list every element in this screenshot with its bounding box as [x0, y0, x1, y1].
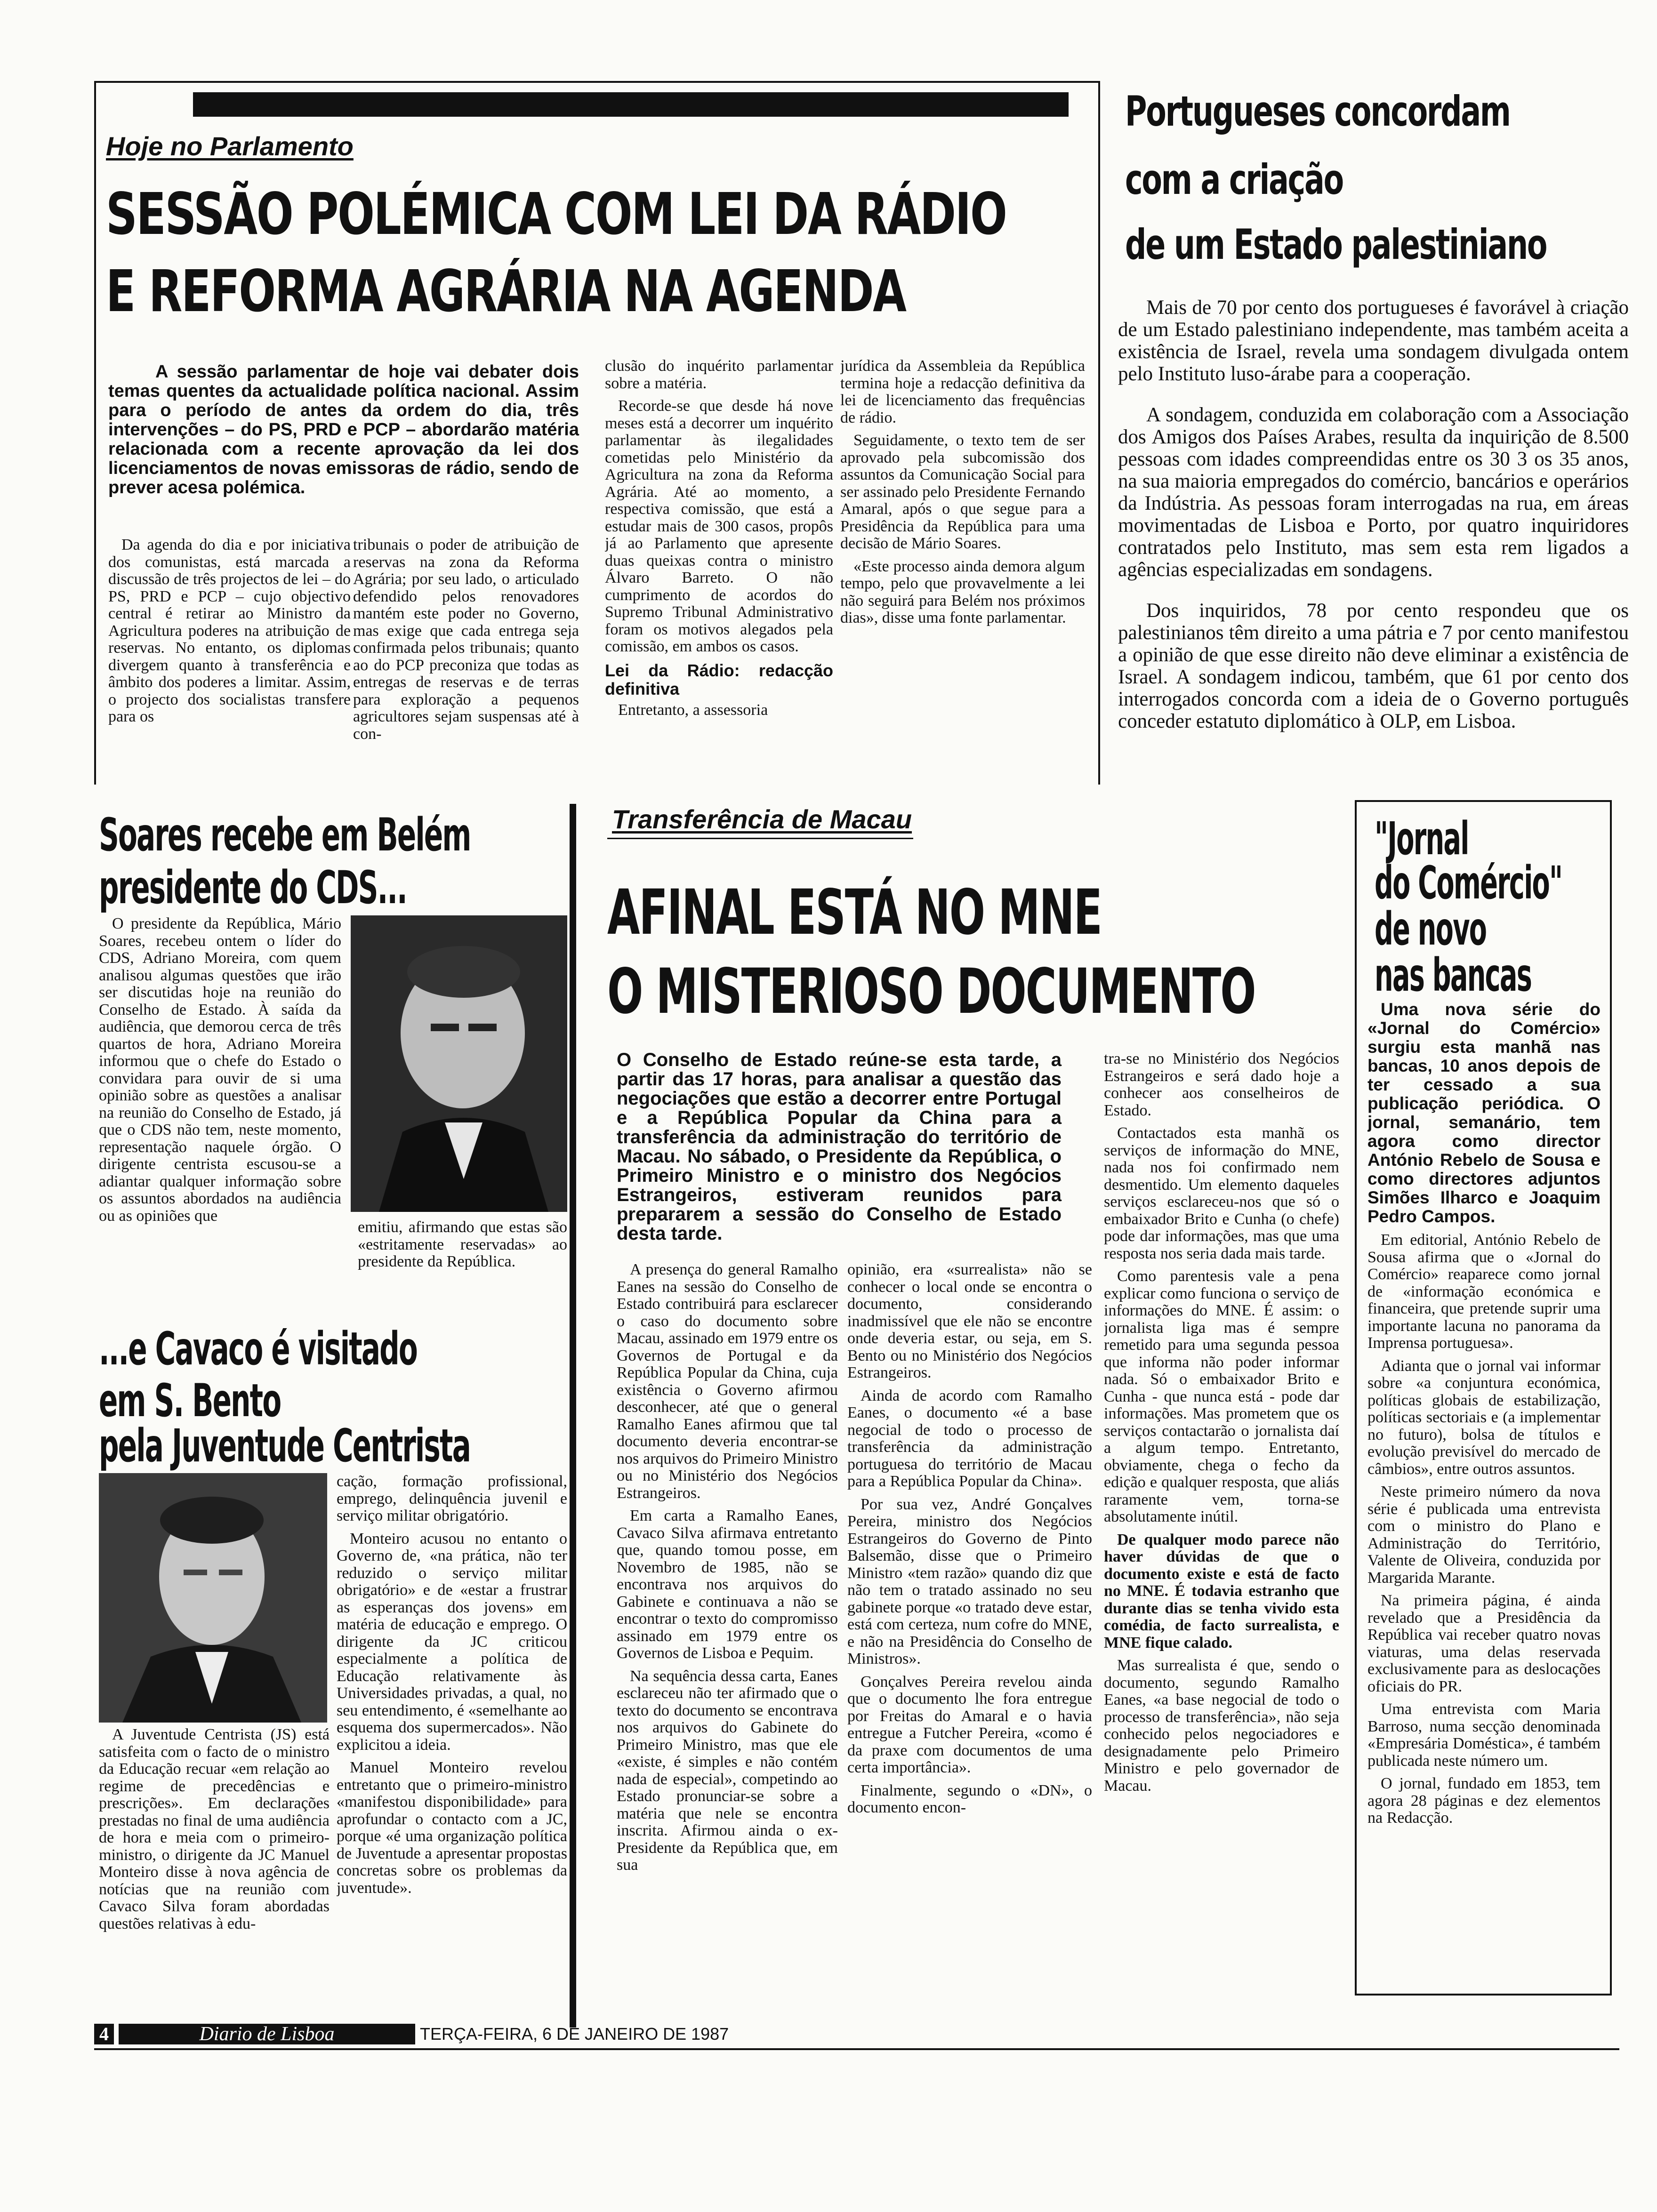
headline: de um Estado palestiniano	[1125, 220, 1547, 269]
section-kicker: Hoje no Parlamento	[106, 131, 354, 161]
headline: em S. Bento	[99, 1374, 281, 1427]
lead-paragraph: O Conselho de Estado reúne-se esta tarde, a partir das 17 horas, para analisar a questão das negociações que estão a decorrer entre Portugal e a República Popular da China para a transferência da administração do território de Macau. No sábado, o Presidente da República, o Primeiro Ministro e o ministro dos Negócios Estrangeiros, estiveram reunidos para prepararem a sessão do Conselho de Estado desta tarde.	[617, 1050, 1062, 1244]
headline: do Comércio"	[1375, 857, 1562, 909]
article-column: O presidente da República, Mário Soares, recebeu ontem o líder do CDS, Adriano Moreira, com quem analisou algumas questões que irão ser discutidas hoje na reunião do Conselho de Estado. À saída da audiência, que demorou cerca de três quartos de hora, Adriano Moreira informou que o chefe do Estado o convidara para ouvir de si uma opinião sobre as questões a analisar na reunião do Conselho de Estado, já que o CDS não tem, neste momento, representação naquele órgão. O dirigente centrista escusou-se a adiantar qualquer informação sobre os assuntos abordados na audiência ou as opiniões que	[99, 915, 341, 1225]
article-column: Mais de 70 por cento dos portugueses é favorável à criação de um Estado palestiniano independente, mas também aceita a existência de Israel, revela uma sondagem divulgada ontem pelo Instituto luso-árabe para a cooperação. A sondagem, conduzida em colaboração com a Associação dos Amigos dos Países Arabes, resulta da inquirição de 8.500 pessoas com idades compreendidas entre os 30 3 os 35 anos, na sua maioria empregados do comércio, bancários e operários da Indústria. As pessoas foram interrogadas na rua, em áreas movimentadas de Lisboa e Porto, por quatro inquiridores contratados pelo Instituto, mas sem esta rem ligados a agências especializadas em sondagens. Dos inquiridos, 78 por cento respondeu que os palestinianos têm direito a uma pátria e 7 por cento manifestou a opinião de que esse direito não deve eliminar a existência de Israel. A sondagem indicou, também, que 61 por cento dos interrogados concorda com a ideia de o Governo português conceder estatuto diplomático à OLP, em Lisboa.	[1118, 297, 1629, 732]
article-column: A presença do general Ramalho Eanes na sessão do Conselho de Estado contribuirá para esclarecer o caso do documento sobre Macau, assinado em 1979 entre os Governos de Portugal e da República Popular da China, cuja existência o Governo afirmou desconhecer, até que o general Ramalho Eanes afirmou que tal documento deveria encontrar-se nos arquivos do Primeiro Ministro ou no Ministério dos Negócios Estrangeiros. Em carta a Ramalho Eanes, Cavaco Silva afirmava entretanto que, quando tomou posse, em Novembro de 1985, não se encontrava nos arquivos do Gabinete e continuava a não se encontrar o texto do compromisso assinado em 1979 entre os Governos de Lisboa e Pequim. Na sequência dessa carta, Eanes esclareceu não ter afirmado que o texto do documento se encontrava nos arquivos do Gabinete do Primeiro Ministro, mas que ele «existe, é simples e não contém nada de especial», competindo ao Estado pronunciar-se sobre a matéria que nele se encontra inscrita. Afirmou ainda o ex-Presidente da República que, em sua	[617, 1261, 838, 1874]
top-box-border-right	[1098, 81, 1100, 785]
article-column: opinião, era «surrealista» não se conhecer o local onde se encontra o documento, considerando inadmissível que ele não se encontre onde deveria estar, ou seja, em S. Bento ou no Ministério dos Negócios Estrangeiros. Ainda de acordo com Ramalho Eanes, o documento «é a base negocial de todo o processo de transferência da administração portuguesa do território de Macau para a República Popular da China». Por sua vez, André Gonçalves Pereira, ministro dos Negócios Estrangeiros do Governo de Pinto Balsemão, disse que o Primeiro Ministro «tem razão» quando diz que não tem o tratado assinado no seu gabinete porque «o tratado deve estar, está com certeza, num cofre do MNE, e não na Presidência do Conselho de Ministros». Gonçalves Pereira revelou ainda que o documento lhe fora entregue por Freitas do Amaral e o havia entregue a Futcher Pereira, «como é da praxe com documentos de uma certa importância». Finalmente, segundo o «DN», o documento encon-	[847, 1261, 1092, 1816]
headline: pela Juventude Centrista	[99, 1419, 470, 1472]
article-column: tribunais o poder de atribuição de reservas na zona da Reforma Agrária; por seu lado, o articulado defendido pelos renovadores mantém este poder no Governo, mas exige que cada entrega seja confirmada pelos tribunais; quanto ao do PCP preconiza que todas as entregas de reservas e de terras para exploração a pequenos agricultores sejam suspensas até à con-	[353, 537, 579, 743]
article-column: clusão do inquérito parlamentar sobre a matéria. Recorde-se que desde há nove meses está a decorrer um inquérito parlamentar às ilegalidades cometidas pelo Ministério da Agricultura na zona da Reforma Agrária. Até ao momento, a respectiva comissão, que está a estudar mais de 300 casos, propôs já ao Parlamento que apresente duas queixas contra o ministro Álvaro Barreto. O não cumprimento de acordos do Supremo Tribunal Administrativo foram os motivos alegados pela comissão, em ambos os casos. Lei da Rádio: redacção definitiva Entretanto, a assessoria	[605, 358, 833, 719]
headline: nas bancas	[1375, 949, 1532, 1002]
article-column: Da agenda do dia e por iniciativa dos comunistas, está marcada a discussão de três projectos de lei – do PS, PRD e PCP – cujo objectivo central é retirar ao Ministro da Agricultura poderes na atribuição de reservas. No entanto, os diplomas divergem quanto à transferência e âmbito dos poderes a limitar. Assim, o projecto dos socialistas transfere para os	[108, 537, 351, 725]
headline: SESSÃO POLÉMICA COM LEI DA RÁDIO	[106, 181, 1006, 248]
headline: E REFORMA AGRÁRIA NA AGENDA	[106, 258, 906, 325]
masthead-logo: Diario de Lisboa	[119, 2024, 415, 2044]
subheading: Lei da Rádio: redacção definitiva	[605, 660, 833, 698]
article-column: jurídica da Assembleia da República termina hoje a redacção definitiva da lei de licenciamento das frequências de rádio. Seguidamente, o texto tem de ser aprovado pela subcomissão dos assuntos da Comunicação Social para ser assinado pelo Presidente Fernando Amaral, após o que segue para a Presidência da República para uma decisão de Mário Soares. «Este processo ainda demora algum tempo, pelo que provavelmente a lei não seguirá para Belém nos próximos dias», disse uma fonte parlamentar.	[840, 358, 1085, 626]
article-column: emitiu, afirmando que estas são «estritamente reservadas» ao presidente da República.	[358, 1219, 567, 1270]
headline: Soares recebe em Belém	[99, 809, 471, 861]
top-box-border-top	[94, 81, 1099, 83]
page-number: 4	[94, 2024, 114, 2044]
headline: AFINAL ESTÁ NO MNE	[607, 876, 1102, 949]
box-border-top	[1355, 800, 1611, 802]
headline: O MISTERIOSO DOCUMENTO	[607, 955, 1255, 1028]
kicker-rule	[607, 838, 913, 839]
footer-rule	[94, 2048, 1619, 2050]
box-border-right	[1610, 800, 1612, 1996]
headline: presidente do CDS...	[99, 861, 407, 914]
portrait-photo	[99, 1473, 327, 1723]
headline: ...e Cavaco é visitado	[99, 1322, 417, 1375]
headline: Portugueses concordam	[1125, 87, 1510, 136]
top-black-bar	[193, 92, 1069, 117]
column-divider	[570, 804, 576, 2028]
headline: com a criação	[1125, 155, 1343, 204]
article-column: A Juventude Centrista (JS) está satisfeita com o facto de o ministro da Educação recuar «em relação ao regime de precedências e prescrições». Em declarações prestadas no final de uma audiência de hora e meia com o primeiro-ministro, o dirigente da JC Manuel Monteiro disse à nova agência de notícias que na reunião com Cavaco Silva foram abordadas questões relativas à edu-	[99, 1726, 330, 1932]
headline: "Jornal	[1375, 812, 1469, 865]
top-box-border-left	[94, 81, 96, 785]
section-kicker: Transferência de Macau	[612, 804, 912, 834]
article-column: cação, formação profissional, emprego, delinquência juvenil e serviço militar obrigatório. Monteiro acusou no entanto o Governo de, «na prática, não ter reduzido o serviço militar obrigatório» e de «estar a frustrar as esperanças dos jovens» em matéria de educação e emprego. O dirigente da JC criticou especialmente a política de Educação relativamente às Universidades privadas, a qual, no seu entendimento, é «semelhante ao esquema dos supermercados». Não explicitou a ideia. Manuel Monteiro revelou entretanto que o primeiro-ministro «manifestou disponibilidade» para aprofundar o contacto com a JC, porque «é uma organização política de Juventude a apresentar propostas concretas sobre os problemas da juventude».	[337, 1473, 567, 1897]
article-column: Uma nova série do «Jornal do Comércio» surgiu esta manhã nas bancas, 10 anos depois de ter cessado a sua publicação periódica. O jornal, semanário, tem agora como director António Rebelo de Sousa e como directores adjuntos Simões Ilharco e Joaquim Pedro Campos. Em editorial, António Rebelo de Sousa afirma que o «Jornal do Comércio» reaparece como jornal de «informação económica e financeira, que pretende suprir uma importante lacuna no panorama da Imprensa portuguesa». Adianta que o jornal vai informar sobre «a conjuntura económica, políticas globais de estabilização, políticas sectoriais e (a implementar no futuro), bolsa de títulos e evolução previsível do mercado de câmbios», entre outros assuntos. Neste primeiro número da nova série é publicada uma entrevista com o ministro do Plano e Administração do Território, Valente de Oliveira, conduzida por Margarida Marante. Na primeira página, é ainda revelado que a Presidência da República vai receber quatro novas viaturas, uma delas reservada exclusivamente para as deslocações oficiais do PR. Uma entrevista com Maria Barroso, numa secção denominada «Empresária Doméstica», é também publicada neste número um. O jornal, fundado em 1853, tem agora 28 páginas e dez elementos na Redacção.	[1367, 1000, 1601, 1827]
portrait-photo	[351, 915, 567, 1212]
issue-date: TERÇA-FEIRA, 6 DE JANEIRO DE 1987	[420, 2024, 729, 2044]
article-column: tra-se no Ministério dos Negócios Estrangeiros e será dado hoje a conhecer aos conselheiros de Estado. Contactados esta manhã os serviços de informação do MNE, nada nos foi confirmado nem desmentido. Um elemento daqueles serviços esclareceu-nos que só o embaixador Brito e Cunha (o chefe) pode dar informações, mas que uma resposta nos seria dada mais tarde. Como parentesis vale a pena explicar como funciona o serviço de informações do MNE. É assim: o jornalista liga mas é sempre remetido para uma segunda pessoa que informa não poder informar nada. Só o embaixador Brito e Cunha - que nunca está - pode dar informações. Mas prometem que os serviços contactarão o jornalista daí a algum tempo. Entretanto, obviamente, chega o fecho da edição e qualquer resposta, que aliás raramente vem, torna-se absolutamente inútil. De qualquer modo parece não haver dúvidas de que o documento existe e está de facto no MNE. É todavia estranho que durante dias se tenha vivido esta comédia, de facto surrealista, e MNE fique calado. Mas surrealista é que, sendo o documento, segundo Ramalho Eanes, «a base negocial de todo o processo de transferência», não seja conhecido pelos negociadores e designadamente pelo Primeiro Ministro e pelo governador de Macau.	[1104, 1050, 1339, 1795]
lead-paragraph: A sessão parlamentar de hoje vai debater dois temas quentes da actualidade política nacional. Assim para o período de antes da ordem do dia, três intervenções – do PS, PRD e PCP – abordarão matéria relacionada com a recente aprovação da lei dos licenciamentos de novas emissoras de rádio, sendo de prever acesa polémica.	[108, 362, 579, 497]
headline: de novo	[1375, 903, 1487, 955]
box-border-bottom	[1355, 1994, 1611, 1996]
box-border-left	[1355, 800, 1357, 1996]
